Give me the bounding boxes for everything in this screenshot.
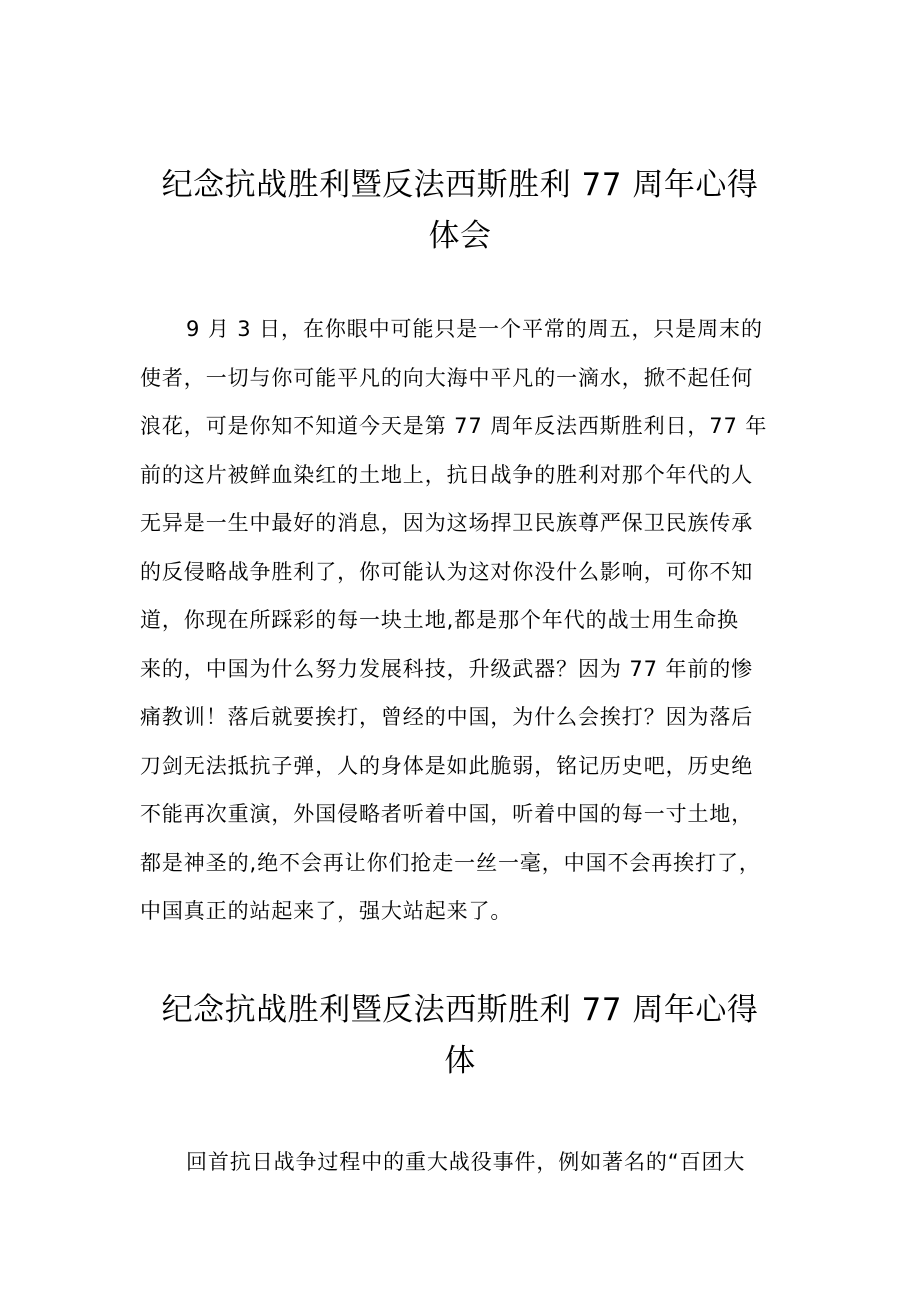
paragraph-line: 的反侵略战争胜利了，你可能认为这对你没什么影响，可你不知 bbox=[140, 559, 754, 584]
title-line: 纪念抗战胜利暨反法西斯胜利 77 周年心得 bbox=[161, 992, 759, 1028]
paragraph-line: 使者，一切与你可能平凡的向大海中平凡的一滴水，掀不起任何 bbox=[140, 365, 754, 390]
title-line: 体会 bbox=[428, 218, 492, 254]
paragraph-line: 浪花，可是你知不知道今天是第 77 周年反法西斯胜利日，77 年 bbox=[140, 414, 768, 438]
paragraph-line: 刀剑无法抵抗子弹，人的身体是如此脆弱，铭记历史吧，历史绝 bbox=[140, 753, 754, 778]
paragraph-line: 前的这片被鲜血染红的土地上，抗日战争的胜利对那个年代的人 bbox=[140, 462, 754, 487]
paragraph-line: 痛教训！落后就要挨打，曾经的中国，为什么会挨打？因为落后 bbox=[140, 705, 754, 729]
paragraph-line: 不能再次重演，外国侵略者听着中国，听着中国的每一寸土地， bbox=[140, 802, 754, 826]
paragraph-line: 无异是一生中最好的消息，因为这场捍卫民族尊严保卫民族传承 bbox=[140, 511, 754, 535]
paragraph-line: 都是神圣的,绝不会再让你们抢走一丝一毫，中国不会再挨打了， bbox=[140, 850, 761, 875]
paragraph-line: 中国真正的站起来了，强大站起来了。 bbox=[140, 899, 513, 923]
essay-title bbox=[120, 160, 800, 262]
essay-paragraph bbox=[140, 305, 800, 936]
paragraph-line: 9 月 3 日，在你眼中可能只是一个平常的周五，只是周末的 bbox=[186, 317, 763, 341]
title-line: 体 bbox=[444, 1043, 476, 1079]
paragraph-line: 来的，中国为什么努力发展科技，升级武器？因为 77 年前的惨 bbox=[140, 656, 754, 681]
essay-title bbox=[120, 985, 800, 1087]
essay-paragraph bbox=[140, 1138, 800, 1187]
paragraph-line: 道，你现在所踩彩的每一块土地,都是那个年代的战士用生命换 bbox=[140, 608, 739, 632]
paragraph-line: 回首抗日战争过程中的重大战役事件，例如著名的“百团大 bbox=[186, 1150, 746, 1174]
title-line: 纪念抗战胜利暨反法西斯胜利 77 周年心得 bbox=[161, 167, 759, 203]
